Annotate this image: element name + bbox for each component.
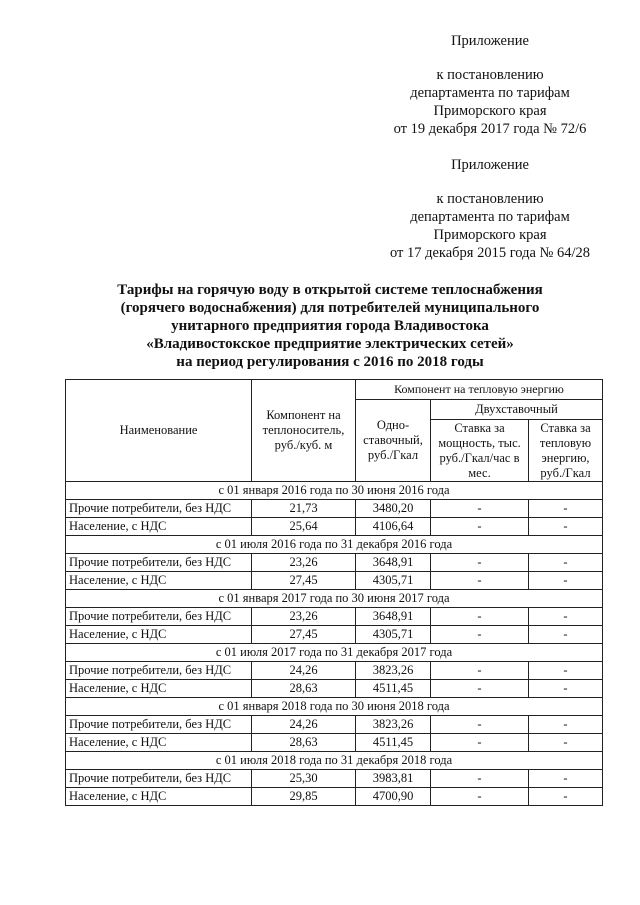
appendix-line: Приморского края — [433, 103, 547, 119]
table-row — [66, 680, 603, 698]
consumer-name: Прочие потребители, без НДС — [66, 716, 252, 734]
consumer-name: Население, с НДС — [66, 626, 252, 644]
period-row — [66, 536, 603, 554]
capacity-rate-value: - — [431, 662, 529, 680]
appendix-line: от 17 декабря 2015 года № 64/28 — [389, 245, 591, 261]
header-single-rate: Одно-ставочный, руб./Гкал — [356, 400, 431, 482]
table-row — [66, 572, 603, 590]
table-row — [66, 626, 603, 644]
capacity-rate-value: - — [431, 626, 529, 644]
period-label: с 01 июля 2016 года по 31 декабря 2016 года — [66, 536, 603, 554]
capacity-rate-value: - — [431, 716, 529, 734]
single-rate-value: 3648,91 — [356, 608, 431, 626]
consumer-name: Прочие потребители, без НДС — [66, 662, 252, 680]
single-rate-value: 4700,90 — [356, 788, 431, 806]
period-label: с 01 января 2016 года по 30 июня 2016 года — [66, 482, 603, 500]
carrier-value: 28,63 — [252, 680, 356, 698]
document-title — [60, 281, 600, 371]
single-rate-value: 3983,81 — [356, 770, 431, 788]
period-row — [66, 590, 603, 608]
period-label: с 01 января 2017 года по 30 июня 2017 года — [66, 590, 603, 608]
table-row — [66, 518, 603, 536]
period-label: с 01 января 2018 года по 30 июня 2018 года — [66, 698, 603, 716]
capacity-rate-value: - — [431, 770, 529, 788]
carrier-value: 21,73 — [252, 500, 356, 518]
single-rate-value: 3648,91 — [356, 554, 431, 572]
table-row — [66, 500, 603, 518]
carrier-value: 28,63 — [252, 734, 356, 752]
single-rate-value: 4106,64 — [356, 518, 431, 536]
tariff-table — [65, 379, 603, 806]
period-row — [66, 698, 603, 716]
carrier-value: 29,85 — [252, 788, 356, 806]
appendix-line: Приморского края — [433, 227, 547, 243]
appendix-line: к постановлению — [436, 67, 544, 83]
consumer-name: Прочие потребители, без НДС — [66, 554, 252, 572]
consumer-name: Население, с НДС — [66, 788, 252, 806]
appendix-line: от 19 декабря 2017 года № 72/6 — [393, 121, 587, 137]
table-row — [66, 734, 603, 752]
appendix-label: Приложение — [451, 157, 529, 173]
appendix-current — [360, 32, 620, 138]
capacity-rate-value: - — [431, 788, 529, 806]
single-rate-value: 4305,71 — [356, 572, 431, 590]
capacity-rate-value: - — [431, 500, 529, 518]
single-rate-value: 4511,45 — [356, 734, 431, 752]
heat-rate-value: - — [529, 734, 603, 752]
heat-rate-value: - — [529, 554, 603, 572]
carrier-value: 27,45 — [252, 572, 356, 590]
header-heat-rate: Ставка за тепловую энергию, руб./Гкал — [529, 420, 603, 482]
carrier-value: 27,45 — [252, 626, 356, 644]
consumer-name: Прочие потребители, без НДС — [66, 500, 252, 518]
carrier-value: 24,26 — [252, 662, 356, 680]
title-line: на период регулирования с 2016 по 2018 годы — [176, 354, 484, 370]
consumer-name: Население, с НДС — [66, 734, 252, 752]
heat-rate-value: - — [529, 680, 603, 698]
carrier-value: 25,64 — [252, 518, 356, 536]
table-row — [66, 662, 603, 680]
title-line: унитарного предприятия города Владивостока — [171, 318, 489, 334]
heat-rate-value: - — [529, 518, 603, 536]
appendix-original — [360, 156, 620, 262]
capacity-rate-value: - — [431, 554, 529, 572]
title-line: (горячего водоснабжения) для потребителей муниципального — [120, 300, 540, 316]
table-row — [66, 770, 603, 788]
period-row — [66, 482, 603, 500]
capacity-rate-value: - — [431, 518, 529, 536]
appendix-line: к постановлению — [436, 191, 544, 207]
heat-rate-value: - — [529, 788, 603, 806]
header-two-part: Двухставочный — [431, 400, 603, 420]
table-row — [66, 608, 603, 626]
capacity-rate-value: - — [431, 734, 529, 752]
header-carrier: Компонент на теплоноситель, руб./куб. м — [252, 380, 356, 482]
period-label: с 01 июля 2018 года по 31 декабря 2018 года — [66, 752, 603, 770]
period-row — [66, 752, 603, 770]
consumer-name: Население, с НДС — [66, 680, 252, 698]
capacity-rate-value: - — [431, 572, 529, 590]
consumer-name: Прочие потребители, без НДС — [66, 770, 252, 788]
heat-rate-value: - — [529, 608, 603, 626]
period-label: с 01 июля 2017 года по 31 декабря 2017 года — [66, 644, 603, 662]
tariff-table-body — [66, 482, 603, 806]
single-rate-value: 3480,20 — [356, 500, 431, 518]
header-capacity-rate: Ставка за мощность, тыс. руб./Гкал/час в мес. — [431, 420, 529, 482]
header-name: Наименование — [66, 380, 252, 482]
appendix-label: Приложение — [451, 33, 529, 49]
heat-rate-value: - — [529, 500, 603, 518]
table-row — [66, 554, 603, 572]
heat-rate-value: - — [529, 716, 603, 734]
table-row — [66, 788, 603, 806]
consumer-name: Население, с НДС — [66, 518, 252, 536]
consumer-name: Население, с НДС — [66, 572, 252, 590]
single-rate-value: 3823,26 — [356, 662, 431, 680]
title-line: Тарифы на горячую воду в открытой системе теплоснабжения — [117, 282, 543, 298]
heat-rate-value: - — [529, 572, 603, 590]
capacity-rate-value: - — [431, 608, 529, 626]
header-energy: Компонент на тепловую энергию — [356, 380, 603, 400]
capacity-rate-value: - — [431, 680, 529, 698]
title-line: «Владивостокское предприятие электрических сетей» — [146, 336, 514, 352]
appendix-line: департамента по тарифам — [410, 209, 570, 225]
heat-rate-value: - — [529, 662, 603, 680]
carrier-value: 24,26 — [252, 716, 356, 734]
single-rate-value: 3823,26 — [356, 716, 431, 734]
carrier-value: 25,30 — [252, 770, 356, 788]
single-rate-value: 4511,45 — [356, 680, 431, 698]
table-row — [66, 716, 603, 734]
heat-rate-value: - — [529, 626, 603, 644]
single-rate-value: 4305,71 — [356, 626, 431, 644]
carrier-value: 23,26 — [252, 608, 356, 626]
period-row — [66, 644, 603, 662]
carrier-value: 23,26 — [252, 554, 356, 572]
consumer-name: Прочие потребители, без НДС — [66, 608, 252, 626]
heat-rate-value: - — [529, 770, 603, 788]
appendix-line: департамента по тарифам — [410, 85, 570, 101]
